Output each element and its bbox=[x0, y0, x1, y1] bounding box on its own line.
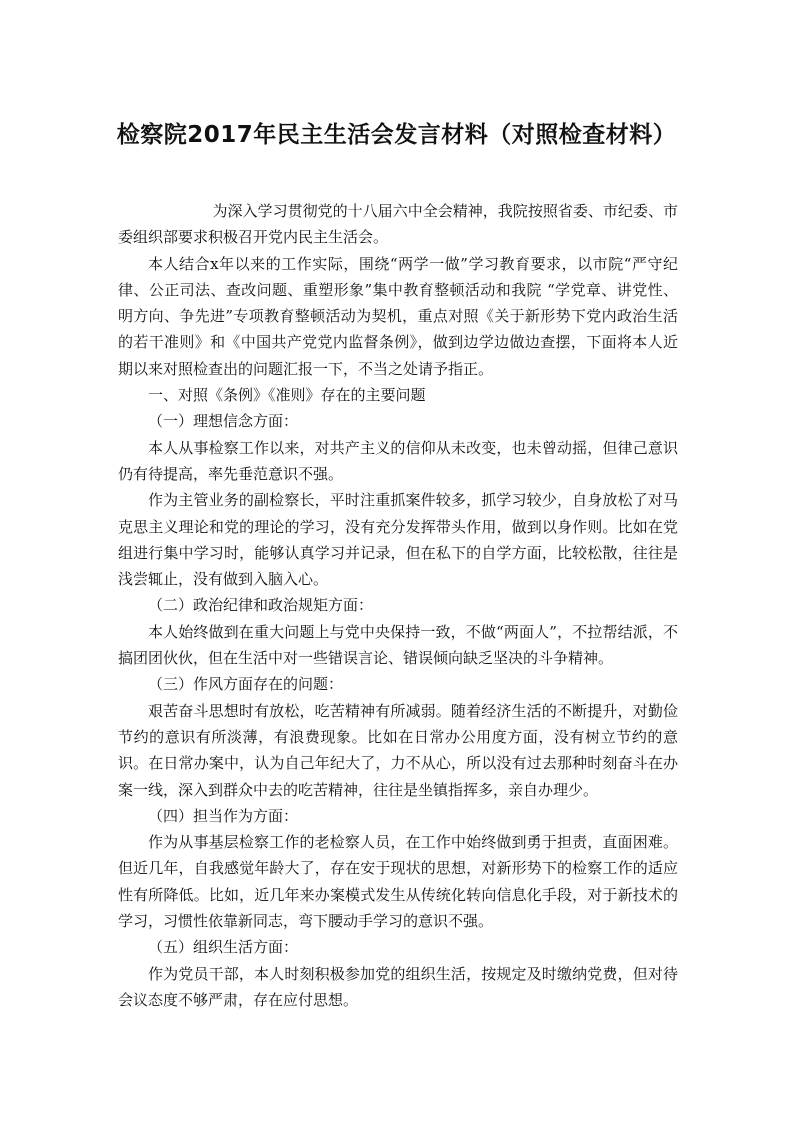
paragraph-ideals-1: 本人从事检察工作以来，对共产主义的信仰从未改变，也未曾动摇，但律己意识仍有待提高，率先垂范意识不强。 bbox=[118, 438, 678, 483]
paragraph-background: 本人结合x年以来的工作实际，围绕“两学一做”学习教育要求，以市院“严守纪律、公正司法、查改问题、重塑形象”集中教育整顿活动和我院 “学党章、讲党性、明方向、争先进”专项教育整顿活动为契机，重点对照《关于新形势下党内政治生活的若干准则》和《中国共产党党内监督条例》，做到边学边做边查摆，下面将本人近期以来对照检查出的问题汇报一下，不当之处请予指正。 bbox=[118, 254, 678, 378]
document-body bbox=[118, 198, 678, 1013]
subsection-heading-style: （三）作风方面存在的问题： bbox=[148, 675, 344, 694]
paragraph-responsibility: 作为从事基层检察工作的老检察人员，在工作中始终做到勇于担责，直面困难。但近几年，自我感觉年龄大了，存在安于现状的思想，对新形势下的检察工作的适应性有所降低。比如，近几年来办案模式发生从传统化转向信息化手段，对于新技术的学习，习惯性依靠新同志，弯下腰动手学习的意识不强。 bbox=[118, 833, 678, 931]
paragraph-ideals-2: 作为主管业务的副检察长，平时注重抓案件较多，抓学习较少，自身放松了对马克思主义理论和党的理论的学习，没有充分发挥带头作用，做到以身作则。比如在党组进行集中学习时，能够认真学习并记录，但在私下的自学方面，比较松散，往往是浅尝辄止，没有做到入脑入心。 bbox=[118, 491, 678, 589]
section-heading-main-problems: 一、对照《条例》《准则》存在的主要问题 bbox=[148, 386, 426, 405]
paragraph-intro: 为深入学习贯彻党的十八届六中全会精神，我院按照省委、市纪委、市委组织部要求积极召开党内民主生活会。 bbox=[118, 202, 678, 247]
paragraph-discipline: 本人始终做到在重大问题上与党中央保持一致，不做“两面人”，不拉帮结派，不搞团团伙伙，但在生活中对一些错误言论、错误倾向缺乏坚决的斗争精神。 bbox=[118, 622, 678, 668]
subsection-heading-responsibility: （四）担当作为方面： bbox=[148, 806, 299, 825]
document-title: 检察院2017年民主生活会发言材料（对照检查材料） bbox=[116, 122, 677, 148]
paragraph-style: 艰苦奋斗思想时有放松，吃苦精神有所减弱。随着经济生活的不断提升，对勤俭节约的意识有所淡薄，有浪费现象。比如在日常办公用度方面，没有树立节约的意识。在日常办案中，认为自己年纪大了，力不从心，所以没有过去那种时刻奋斗在办案一线，深入到群众中去的吃苦精神，往往是坐镇指挥多，亲自办理少。 bbox=[118, 701, 678, 799]
subsection-heading-discipline: （二）政治纪律和政治规矩方面： bbox=[148, 596, 374, 615]
subsection-heading-ideals: （一）理想信念方面： bbox=[148, 412, 299, 431]
subsection-heading-organization: （五）组织生活方面： bbox=[148, 938, 299, 957]
paragraph-organization: 作为党员干部，本人时刻积极参加党的组织生活，按规定及时缴纳党费，但对待会议态度不够严肃，存在应付思想。 bbox=[118, 964, 678, 1009]
